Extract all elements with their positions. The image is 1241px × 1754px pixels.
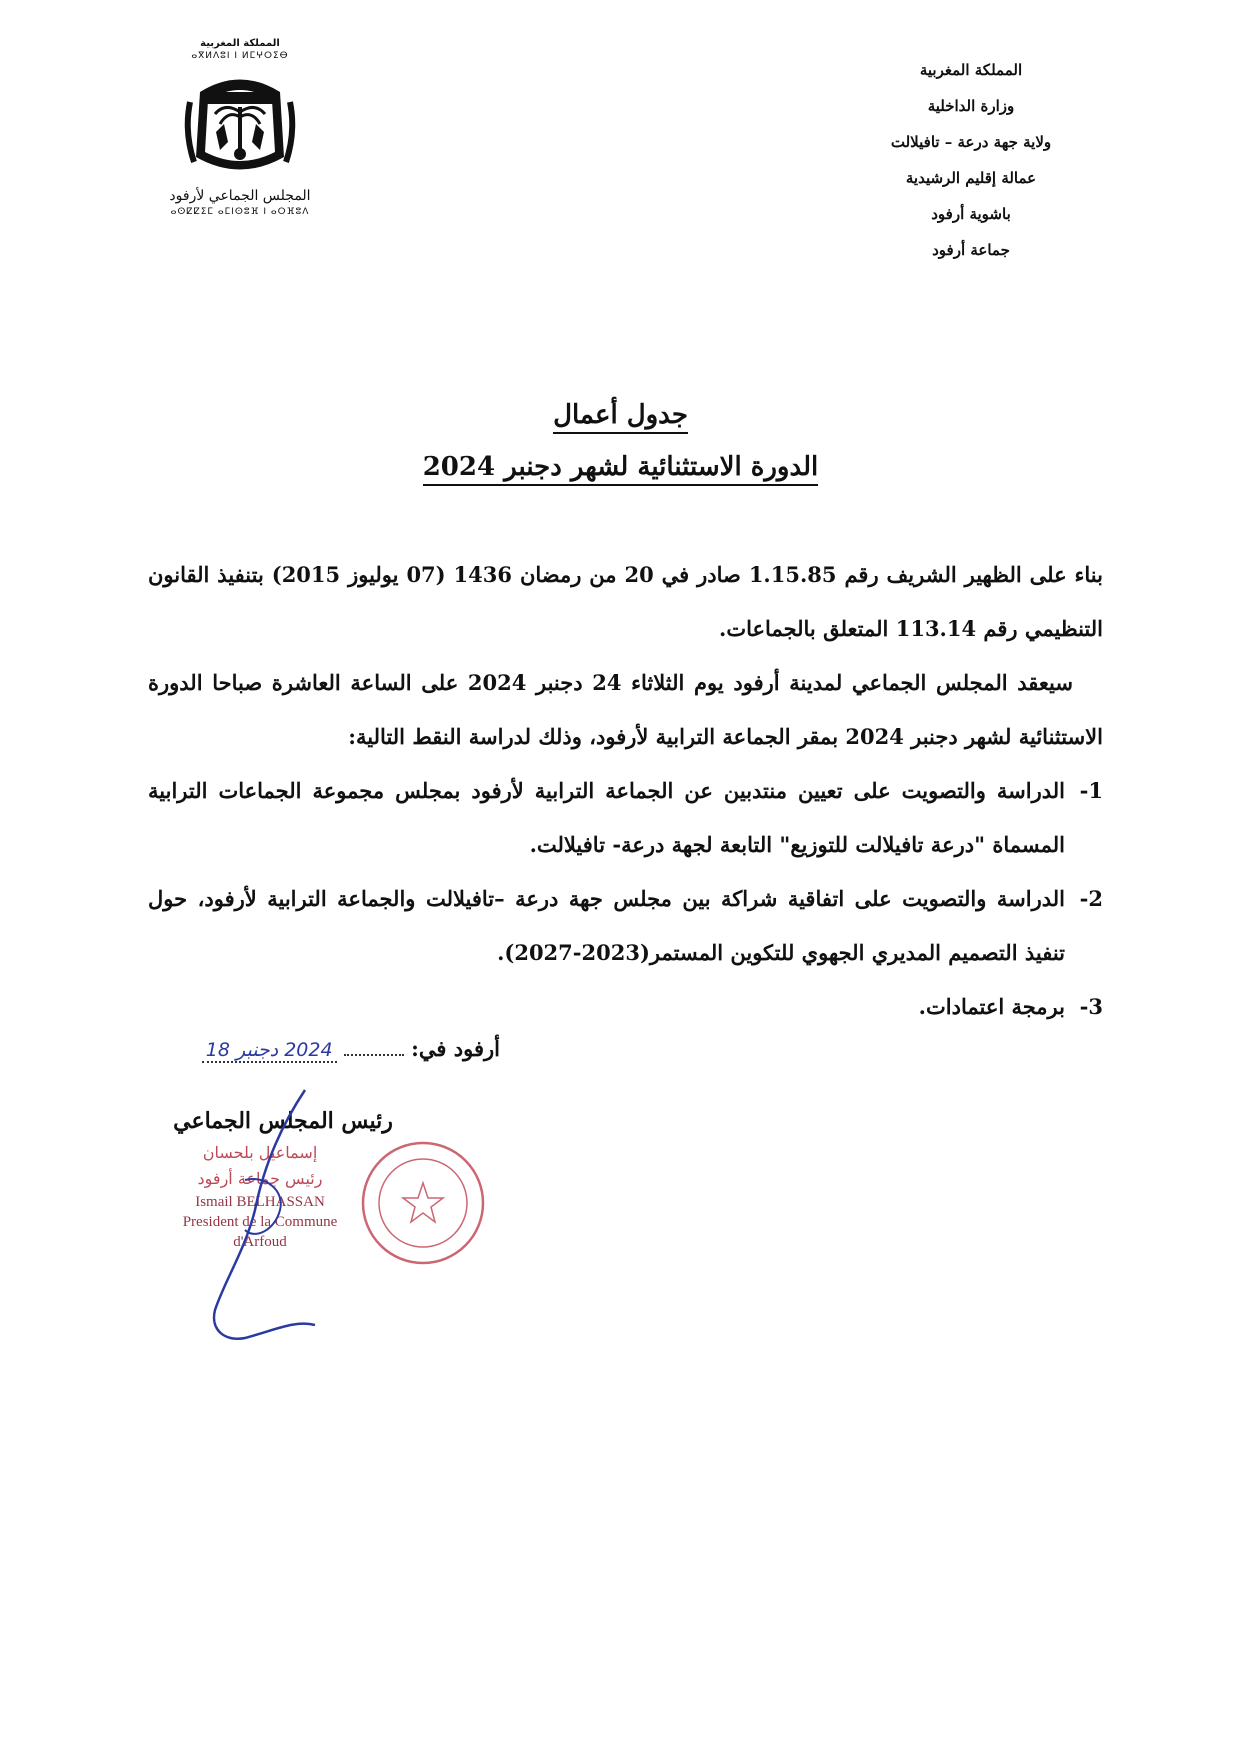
agenda-item-number: 3-	[1079, 994, 1103, 1019]
agenda-item-text: الدراسة والتصويت على تعيين منتدبين عن الجماعة الترابية لأرفود بمجلس مجموعة الجماعات الترابية المسماة "درعة تافيلالت للتوزيع" التابعة لجهة درعة- تافيلالت.	[148, 778, 1065, 857]
agenda-item	[148, 980, 1103, 1034]
official-seal-icon	[358, 1138, 488, 1268]
date-dots	[344, 1054, 404, 1056]
commune-logo	[150, 38, 330, 228]
signatory-title: رئيس المجلس الجماعي	[173, 1108, 393, 1134]
header-line-province: عمالة إقليم الرشيدية	[905, 169, 1037, 187]
stamp-role-arabic: رئيس جماعة أرفود	[197, 1169, 323, 1188]
administrative-header	[851, 52, 1091, 268]
logo-top-arabic: المملكة المغربية	[200, 38, 280, 49]
header-line-ministry: وزارة الداخلية	[927, 97, 1015, 115]
agenda-item	[148, 872, 1103, 980]
stamp-name-french: Ismail BELHASSAN	[195, 1194, 325, 1210]
handwritten-signature-icon	[185, 1080, 345, 1360]
header-line-kingdom: المملكة المغربية	[919, 61, 1023, 79]
agenda-item-number: 1-	[1079, 778, 1103, 803]
body-paragraph-legal-basis: بناء على الظهير الشريف رقم 1.15.85 صادر في 20 من رمضان 1436 (07 يوليوز 2015) بتنفيذ القانون التنظيمي رقم 113.14 المتعلق بالجماعات.	[148, 562, 1103, 641]
date-label: أرفود في:	[411, 1036, 500, 1061]
logo-bottom-tifinagh: ⴰⵙⵇⵇⵉⵎ ⴰⵎⵏⵙⵓⴼ ⵏ ⴰⵔⴼⵓⴷ	[170, 207, 310, 217]
header-line-region: ولاية جهة درعة – تافيلالت	[890, 133, 1052, 151]
title-session: الدورة الاستثنائية لشهر دجنبر 2024	[423, 452, 819, 486]
document-title	[0, 400, 1241, 486]
title-agenda: جدول أعمال	[553, 400, 688, 434]
date-value: 2024 دجنبر 18	[202, 1039, 337, 1063]
stamp-role-french: President de la Commune	[182, 1214, 338, 1230]
stamp-name-arabic: إسماعيل بلحسان	[202, 1143, 318, 1162]
agenda-item-number: 2-	[1079, 886, 1103, 911]
logo-top-tifinagh: ⴰⴳⵍⴷⵓⵏ ⵏ ⵍⵎⵖⵔⵉⴱ	[191, 51, 289, 61]
agenda-item	[148, 764, 1103, 872]
stamp-place-french: d'Arfoud	[233, 1234, 287, 1250]
logo-bottom-arabic: المجلس الجماعي لأرفود	[169, 188, 311, 204]
document-body	[148, 548, 1103, 1034]
header-line-pashalik: باشوية أرفود	[931, 205, 1011, 223]
header-line-commune: جماعة أرفود	[932, 241, 1010, 259]
emblem-icon	[180, 62, 300, 182]
body-paragraph-session: سيعقد المجلس الجماعي لمدينة أرفود يوم الثلاثاء 24 دجنبر 2024 على الساعة العاشرة صباحا الدورة الاستثنائية لشهر دجنبر 2024 بمقر الجماعة الترابية لأرفود، وذلك لدراسة النقط التالية:	[148, 670, 1103, 749]
agenda-item-text: الدراسة والتصويت على اتفاقية شراكة بين مجلس جهة درعة –تافيلالت والجماعة الترابية لأرفود، حول تنفيذ التصميم المديري الجهوي للتكوين المستمر(2023-2027).	[148, 886, 1066, 965]
agenda-item-text: برمجة اعتمادات.	[918, 994, 1065, 1019]
date-line	[160, 1036, 500, 1061]
